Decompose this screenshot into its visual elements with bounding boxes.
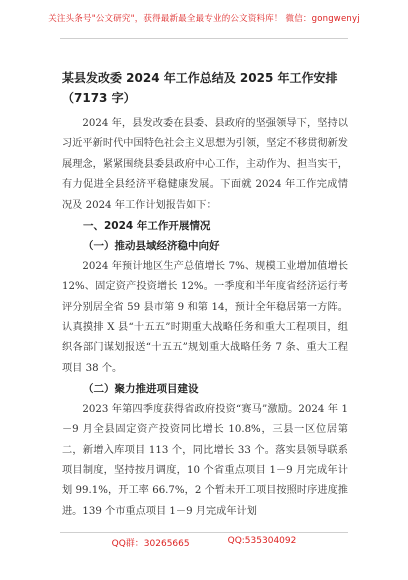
paragraph-1: 2024 年预计地区生产总值增长 7%、规模工业增加值增长 12%、固定资产投资增长 12%。一季度和半年度省经济运行考评分别居全省 59 县市第 9 和第 14，预计全年稳居第一方阵。认真摸排 X 县“十五五”时期重大战略任务和重大工程项目，组织各部门谋划报送“十五五”规划重大战略任务 7 条、重大工程项目 38 个。	[62, 260, 348, 374]
document-title: 某县发改委 2024 年工作总结及 2025 年工作安排（7173 字）	[62, 71, 338, 105]
document-body	[62, 68, 348, 522]
footer	[0, 536, 408, 549]
subsection-heading-1: （一）推动县域经济稳中向好	[83, 240, 220, 253]
section-heading-1: 一、2024 年工作开展情况	[83, 220, 211, 233]
qq-text: QQ:535304092	[227, 536, 297, 546]
subsection-heading-2: （二）聚力推进项目建设	[83, 383, 199, 396]
header-divider	[60, 38, 348, 39]
qq-group-text: QQ群：30265665	[111, 539, 190, 549]
intro-paragraph: 2024 年，县发改委在县委、县政府的坚强领导下，坚持以习近平新时代中国特色社会主义思想为引领，坚定不移贯彻新发展理念，紧紧围绕县委县政府中心工作，主动作为、担当实干，有力促进全县经济平稳健康发展。下面就 2024 年工作完成情况及 2024 年工作计划报告如下：	[62, 118, 348, 211]
banner-text: 关注头条号"公文研究"，获得最新最全最专业的公文资料库！ 微信：gongwenyj	[48, 14, 360, 24]
footer-divider	[60, 532, 348, 533]
top-banner	[0, 0, 408, 36]
paragraph-2: 2023 年第四季度获得省政府投资“赛马”激励。2024 年 1－9 月全县固定资产投资同比增长 10.8%，三县一区位居第二，新增入库项目 113 个，同比增长 33 个。落实县领导联系项目制度，坚持按月调度，10 个省重点项目 1－9 月完成年计划 99.1%，开工率 66.7%，2 个暂未开工项目按照时序进度推进。139 个市重点项目 1－9 月完成年计划	[62, 403, 348, 517]
